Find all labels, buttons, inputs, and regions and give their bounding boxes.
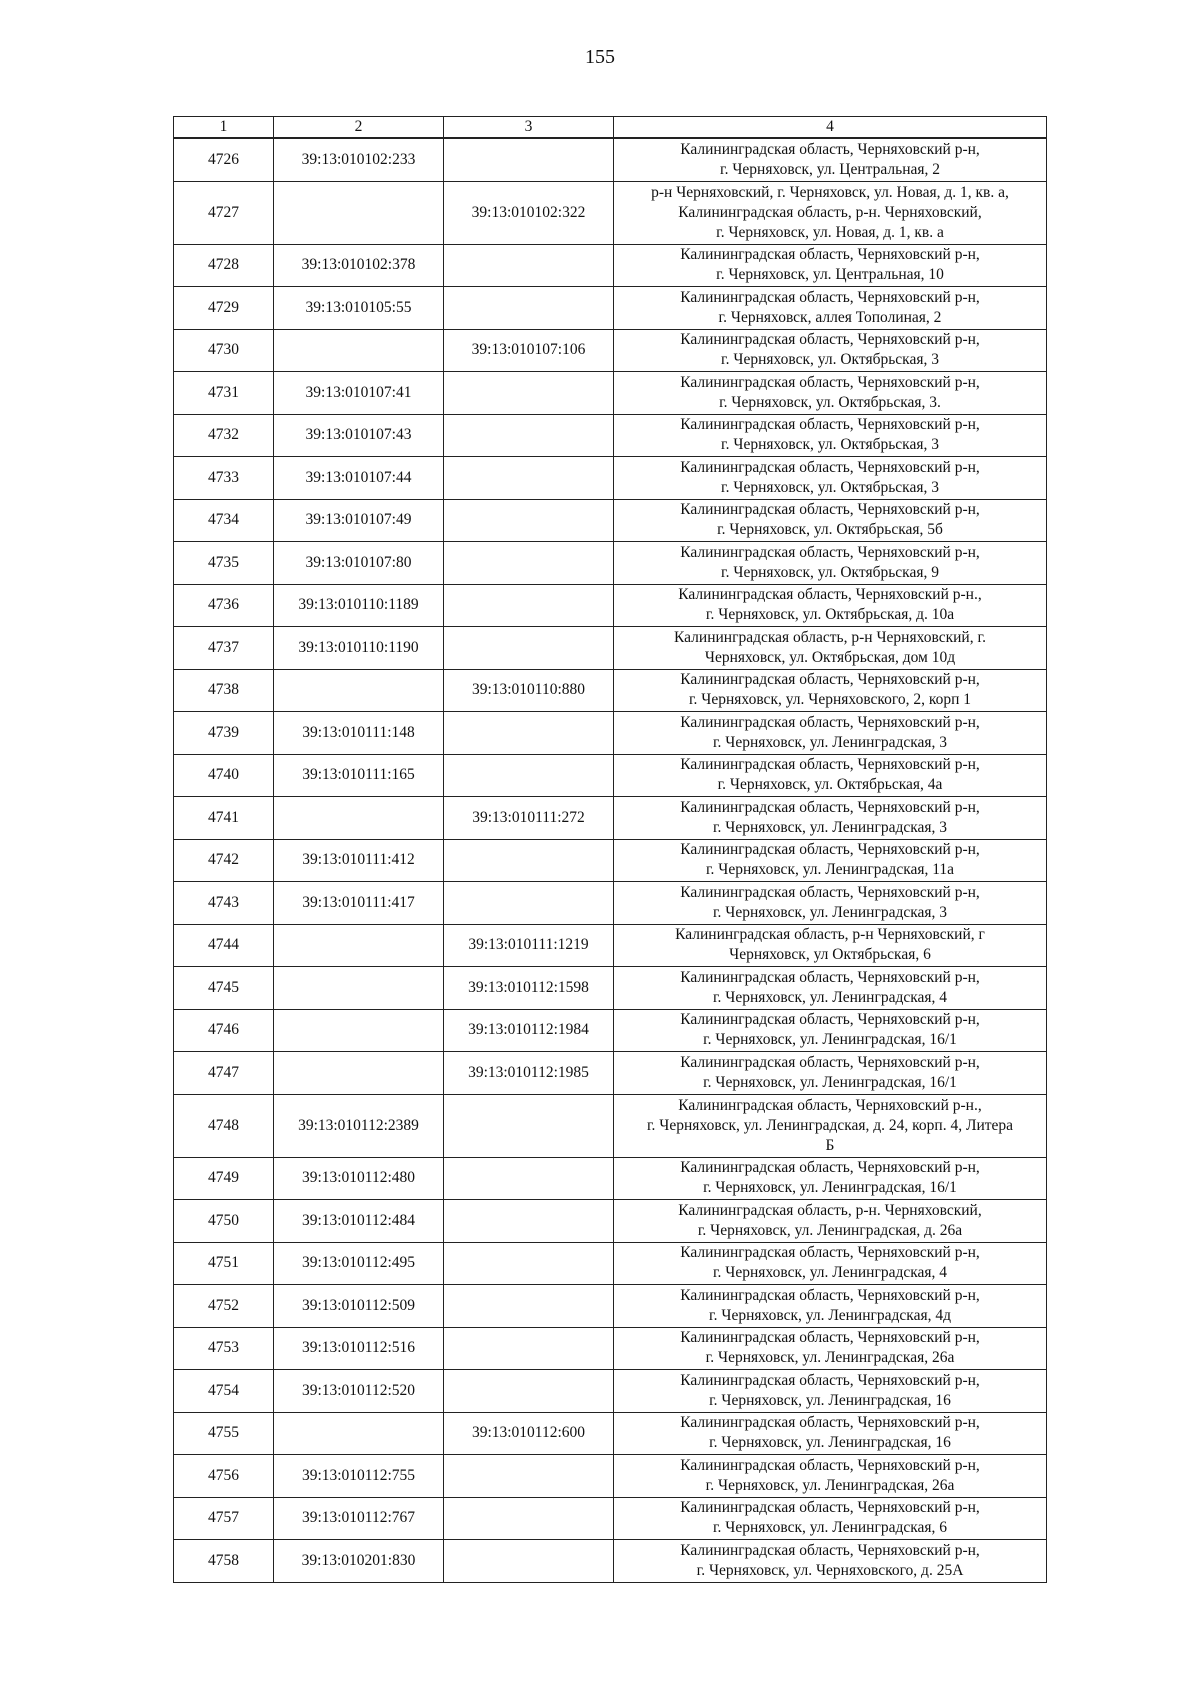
cadastral-number-alt-cell bbox=[444, 457, 614, 500]
row-number-cell: 4745 bbox=[174, 967, 274, 1010]
header-col-4: 4 bbox=[614, 117, 1047, 139]
cadastral-number-alt-cell bbox=[444, 287, 614, 330]
address-cell: Калининградская область, Черняховский р-н, г. Черняховск, ул. Ленинградская, 6 bbox=[614, 1497, 1047, 1540]
table-row bbox=[174, 1009, 1047, 1052]
table-row bbox=[174, 1497, 1047, 1540]
cadastral-number-cell: 39:13:010107:80 bbox=[274, 542, 444, 585]
cadastral-number-cell bbox=[274, 797, 444, 840]
row-number-cell: 4751 bbox=[174, 1242, 274, 1285]
cadastral-number-alt-cell bbox=[444, 414, 614, 457]
table-row bbox=[174, 1052, 1047, 1095]
row-number-cell: 4732 bbox=[174, 414, 274, 457]
address-cell: Калининградская область, Черняховский р-н, г. Черняховск, ул. Ленинградская, 26а bbox=[614, 1455, 1047, 1498]
row-number-cell: 4739 bbox=[174, 712, 274, 755]
row-number-cell: 4753 bbox=[174, 1327, 274, 1370]
cadastral-number-cell: 39:13:010107:41 bbox=[274, 372, 444, 415]
table-row bbox=[174, 1370, 1047, 1413]
row-number-cell: 4733 bbox=[174, 457, 274, 500]
cadastral-number-alt-cell bbox=[444, 1285, 614, 1328]
address-cell: Калининградская область, Черняховский р-н., г. Черняховск, ул. Ленинградская, д. 24, корп. 4, Литера Б bbox=[614, 1094, 1047, 1157]
cadastral-number-cell: 39:13:010110:1190 bbox=[274, 627, 444, 670]
table-row bbox=[174, 542, 1047, 585]
cadastral-number-cell bbox=[274, 967, 444, 1010]
table-body bbox=[174, 138, 1047, 1582]
cadastral-number-alt-cell: 39:13:010112:1985 bbox=[444, 1052, 614, 1095]
cadastral-number-alt-cell: 39:13:010110:880 bbox=[444, 669, 614, 712]
cadastral-number-cell bbox=[274, 1009, 444, 1052]
cadastral-number-cell bbox=[274, 924, 444, 967]
cadastral-number-alt-cell bbox=[444, 712, 614, 755]
row-number-cell: 4737 bbox=[174, 627, 274, 670]
cadastral-number-cell: 39:13:010112:767 bbox=[274, 1497, 444, 1540]
registry-table bbox=[173, 116, 1047, 1583]
cadastral-number-cell: 39:13:010110:1189 bbox=[274, 584, 444, 627]
cadastral-number-alt-cell: 39:13:010111:1219 bbox=[444, 924, 614, 967]
cadastral-number-alt-cell bbox=[444, 839, 614, 882]
row-number-cell: 4743 bbox=[174, 882, 274, 925]
address-cell: Калининградская область, Черняховский р-н, г. Черняховск, ул. Ленинградская, 16 bbox=[614, 1370, 1047, 1413]
address-cell: Калининградская область, Черняховский р-н, г. Черняховск, ул. Ленинградская, 4 bbox=[614, 967, 1047, 1010]
cadastral-number-alt-cell bbox=[444, 1497, 614, 1540]
row-number-cell: 4729 bbox=[174, 287, 274, 330]
row-number-cell: 4750 bbox=[174, 1200, 274, 1243]
address-cell: Калининградская область, р-н. Черняховский, г. Черняховск, ул. Ленинградская, д. 26а bbox=[614, 1200, 1047, 1243]
row-number-cell: 4734 bbox=[174, 499, 274, 542]
cadastral-number-cell bbox=[274, 181, 444, 244]
address-cell: Калининградская область, Черняховский р-н, г. Черняховск, ул. Ленинградская, 3 bbox=[614, 797, 1047, 840]
cadastral-number-cell bbox=[274, 1052, 444, 1095]
cadastral-number-cell: 39:13:010111:165 bbox=[274, 754, 444, 797]
row-number-cell: 4735 bbox=[174, 542, 274, 585]
cadastral-number-alt-cell bbox=[444, 1327, 614, 1370]
table-row bbox=[174, 584, 1047, 627]
row-number-cell: 4746 bbox=[174, 1009, 274, 1052]
address-cell: Калининградская область, Черняховский р-н, г. Черняховск, ул. Ленинградская, 16/1 bbox=[614, 1009, 1047, 1052]
row-number-cell: 4742 bbox=[174, 839, 274, 882]
row-number-cell: 4727 bbox=[174, 181, 274, 244]
row-number-cell: 4754 bbox=[174, 1370, 274, 1413]
address-cell: Калининградская область, Черняховский р-н, г. Черняховск, ул. Октябрьская, 3 bbox=[614, 329, 1047, 372]
address-cell: Калининградская область, Черняховский р-н, г. Черняховск, ул. Ленинградская, 11а bbox=[614, 839, 1047, 882]
cadastral-number-cell: 39:13:010112:480 bbox=[274, 1157, 444, 1200]
table-row bbox=[174, 1157, 1047, 1200]
table-row bbox=[174, 797, 1047, 840]
address-cell: Калининградская область, Черняховский р-н, г. Черняховск, ул. Черняховского, д. 25А bbox=[614, 1540, 1047, 1583]
cadastral-number-alt-cell bbox=[444, 754, 614, 797]
table-row bbox=[174, 329, 1047, 372]
cadastral-number-alt-cell: 39:13:010112:600 bbox=[444, 1412, 614, 1455]
cadastral-number-alt-cell: 39:13:010111:272 bbox=[444, 797, 614, 840]
address-cell: Калининградская область, Черняховский р-н, г. Черняховск, ул. Октябрьская, 3. bbox=[614, 372, 1047, 415]
cadastral-number-alt-cell bbox=[444, 499, 614, 542]
row-number-cell: 4740 bbox=[174, 754, 274, 797]
cadastral-number-cell: 39:13:010107:44 bbox=[274, 457, 444, 500]
address-cell: Калининградская область, Черняховский р-н, г. Черняховск, ул. Центральная, 10 bbox=[614, 244, 1047, 287]
cadastral-number-alt-cell bbox=[444, 138, 614, 181]
cadastral-number-cell bbox=[274, 1412, 444, 1455]
table-row bbox=[174, 372, 1047, 415]
header-row bbox=[174, 117, 1047, 139]
row-number-cell: 4730 bbox=[174, 329, 274, 372]
cadastral-number-cell: 39:13:010112:484 bbox=[274, 1200, 444, 1243]
cadastral-number-cell: 39:13:010111:417 bbox=[274, 882, 444, 925]
page-number: 155 bbox=[585, 46, 615, 68]
table-row bbox=[174, 967, 1047, 1010]
address-cell: Калининградская область, Черняховский р-н., г. Черняховск, ул. Октябрьская, д. 10а bbox=[614, 584, 1047, 627]
cadastral-number-alt-cell bbox=[444, 1540, 614, 1583]
row-number-cell: 4749 bbox=[174, 1157, 274, 1200]
row-number-cell: 4726 bbox=[174, 138, 274, 181]
table-row bbox=[174, 1285, 1047, 1328]
cadastral-number-alt-cell: 39:13:010112:1984 bbox=[444, 1009, 614, 1052]
row-number-cell: 4757 bbox=[174, 1497, 274, 1540]
row-number-cell: 4748 bbox=[174, 1094, 274, 1157]
cadastral-number-cell: 39:13:010102:378 bbox=[274, 244, 444, 287]
row-number-cell: 4756 bbox=[174, 1455, 274, 1498]
cadastral-number-alt-cell bbox=[444, 584, 614, 627]
row-number-cell: 4728 bbox=[174, 244, 274, 287]
cadastral-number-cell: 39:13:010111:412 bbox=[274, 839, 444, 882]
address-cell: Калининградская область, Черняховский р-н, г. Черняховск, ул. Октябрьская, 3 bbox=[614, 457, 1047, 500]
table-row bbox=[174, 839, 1047, 882]
table-row bbox=[174, 244, 1047, 287]
cadastral-number-cell: 39:13:010112:2389 bbox=[274, 1094, 444, 1157]
address-cell: Калининградская область, р-н Черняховский, г Черняховск, ул Октябрьская, 6 bbox=[614, 924, 1047, 967]
address-cell: Калининградская область, Черняховский р-н, г. Черняховск, ул. Ленинградская, 16/1 bbox=[614, 1052, 1047, 1095]
cadastral-number-cell: 39:13:010112:520 bbox=[274, 1370, 444, 1413]
cadastral-number-alt-cell: 39:13:010102:322 bbox=[444, 181, 614, 244]
address-cell: Калининградская область, Черняховский р-н, г. Черняховск, ул. Октябрьская, 4а bbox=[614, 754, 1047, 797]
row-number-cell: 4758 bbox=[174, 1540, 274, 1583]
table-row bbox=[174, 1455, 1047, 1498]
cadastral-number-alt-cell: 39:13:010112:1598 bbox=[444, 967, 614, 1010]
table-header bbox=[174, 117, 1047, 139]
cadastral-number-alt-cell bbox=[444, 1200, 614, 1243]
address-cell: Калининградская область, р-н Черняховский, г. Черняховск, ул. Октябрьская, дом 10д bbox=[614, 627, 1047, 670]
table-row bbox=[174, 1412, 1047, 1455]
cadastral-number-alt-cell bbox=[444, 1455, 614, 1498]
table-row bbox=[174, 627, 1047, 670]
cadastral-number-cell: 39:13:010112:495 bbox=[274, 1242, 444, 1285]
table-row bbox=[174, 1094, 1047, 1157]
cadastral-number-cell: 39:13:010107:49 bbox=[274, 499, 444, 542]
row-number-cell: 4755 bbox=[174, 1412, 274, 1455]
table-row bbox=[174, 1327, 1047, 1370]
cadastral-number-cell: 39:13:010112:516 bbox=[274, 1327, 444, 1370]
header-col-3: 3 bbox=[444, 117, 614, 139]
table-row bbox=[174, 712, 1047, 755]
cadastral-number-cell: 39:13:010112:509 bbox=[274, 1285, 444, 1328]
cadastral-number-cell bbox=[274, 669, 444, 712]
row-number-cell: 4741 bbox=[174, 797, 274, 840]
table-row bbox=[174, 1242, 1047, 1285]
address-cell: Калининградская область, Черняховский р-н, г. Черняховск, ул. Октябрьская, 5б bbox=[614, 499, 1047, 542]
cadastral-number-alt-cell: 39:13:010107:106 bbox=[444, 329, 614, 372]
cadastral-number-cell: 39:13:010102:233 bbox=[274, 138, 444, 181]
table-row bbox=[174, 457, 1047, 500]
cadastral-number-alt-cell bbox=[444, 1242, 614, 1285]
table-row bbox=[174, 138, 1047, 181]
address-cell: Калининградская область, Черняховский р-н, г. Черняховск, ул. Октябрьская, 9 bbox=[614, 542, 1047, 585]
table-row bbox=[174, 181, 1047, 244]
address-cell: р-н Черняховский, г. Черняховск, ул. Новая, д. 1, кв. а, Калининградская область, р-н. Черняховский, г. Черняховск, ул. Новая, д. 1, кв. а bbox=[614, 181, 1047, 244]
address-cell: Калининградская область, Черняховский р-н, г. Черняховск, ул. Ленинградская, 4 bbox=[614, 1242, 1047, 1285]
table-row bbox=[174, 287, 1047, 330]
address-cell: Калининградская область, Черняховский р-н, г. Черняховск, ул. Центральная, 2 bbox=[614, 138, 1047, 181]
cadastral-number-cell: 39:13:010105:55 bbox=[274, 287, 444, 330]
row-number-cell: 4744 bbox=[174, 924, 274, 967]
row-number-cell: 4747 bbox=[174, 1052, 274, 1095]
cadastral-number-alt-cell bbox=[444, 882, 614, 925]
address-cell: Калининградская область, Черняховский р-н, г. Черняховск, ул. Ленинградская, 16/1 bbox=[614, 1157, 1047, 1200]
table-row bbox=[174, 1540, 1047, 1583]
address-cell: Калининградская область, Черняховский р-н, г. Черняховск, ул. Ленинградская, 3 bbox=[614, 882, 1047, 925]
row-number-cell: 4738 bbox=[174, 669, 274, 712]
cadastral-number-alt-cell bbox=[444, 1370, 614, 1413]
row-number-cell: 4736 bbox=[174, 584, 274, 627]
cadastral-number-cell bbox=[274, 329, 444, 372]
table-row bbox=[174, 924, 1047, 967]
header-col-1: 1 bbox=[174, 117, 274, 139]
table-row bbox=[174, 499, 1047, 542]
cadastral-number-alt-cell bbox=[444, 542, 614, 585]
cadastral-number-alt-cell bbox=[444, 1094, 614, 1157]
table-row bbox=[174, 669, 1047, 712]
row-number-cell: 4731 bbox=[174, 372, 274, 415]
address-cell: Калининградская область, Черняховский р-н, г. Черняховск, ул. Октябрьская, 3 bbox=[614, 414, 1047, 457]
address-cell: Калининградская область, Черняховский р-н, г. Черняховск, ул. Черняховского, 2, корп 1 bbox=[614, 669, 1047, 712]
address-cell: Калининградская область, Черняховский р-н, г. Черняховск, ул. Ленинградская, 3 bbox=[614, 712, 1047, 755]
cadastral-number-alt-cell bbox=[444, 1157, 614, 1200]
cadastral-number-alt-cell bbox=[444, 627, 614, 670]
table-row bbox=[174, 882, 1047, 925]
address-cell: Калининградская область, Черняховский р-н, г. Черняховск, аллея Тополиная, 2 bbox=[614, 287, 1047, 330]
address-cell: Калининградская область, Черняховский р-н, г. Черняховск, ул. Ленинградская, 26а bbox=[614, 1327, 1047, 1370]
cadastral-number-cell: 39:13:010112:755 bbox=[274, 1455, 444, 1498]
cadastral-number-cell: 39:13:010201:830 bbox=[274, 1540, 444, 1583]
cadastral-number-cell: 39:13:010111:148 bbox=[274, 712, 444, 755]
table-row bbox=[174, 754, 1047, 797]
table-row bbox=[174, 414, 1047, 457]
row-number-cell: 4752 bbox=[174, 1285, 274, 1328]
cadastral-number-cell: 39:13:010107:43 bbox=[274, 414, 444, 457]
address-cell: Калининградская область, Черняховский р-н, г. Черняховск, ул. Ленинградская, 4д bbox=[614, 1285, 1047, 1328]
address-cell: Калининградская область, Черняховский р-н, г. Черняховск, ул. Ленинградская, 16 bbox=[614, 1412, 1047, 1455]
header-col-2: 2 bbox=[274, 117, 444, 139]
table-row bbox=[174, 1200, 1047, 1243]
cadastral-number-alt-cell bbox=[444, 244, 614, 287]
cadastral-number-alt-cell bbox=[444, 372, 614, 415]
